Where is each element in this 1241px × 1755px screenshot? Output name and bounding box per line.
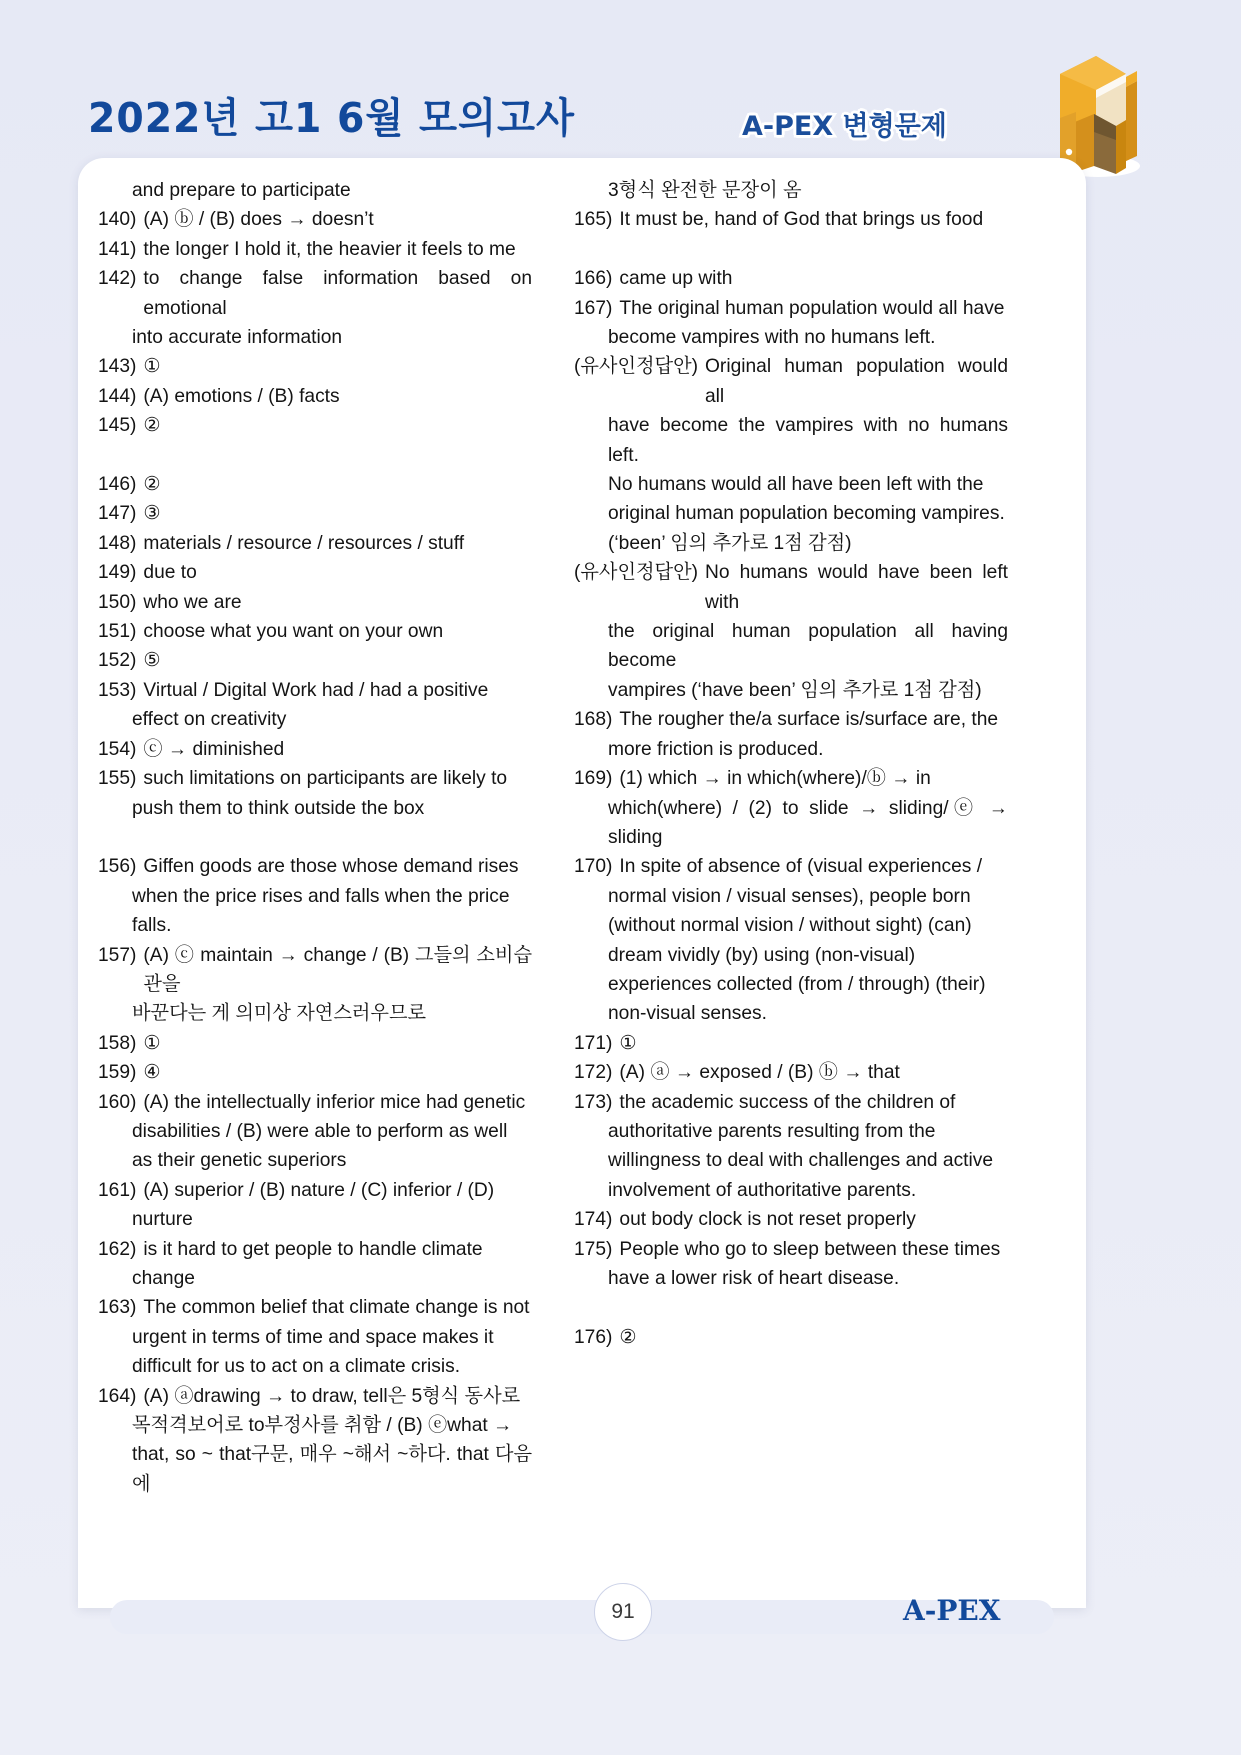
- answer-text: have a lower risk of heart disease.: [608, 1268, 900, 1290]
- answer-text: due to: [143, 562, 197, 584]
- answer-text: which(where) / (2) to slide → sliding/ⓔ → sliding: [608, 797, 1008, 848]
- answer-entry: [98, 205, 532, 234]
- answer-continuation: [98, 1440, 532, 1499]
- answer-entry: [574, 764, 1008, 793]
- answer-text: who we are: [143, 591, 242, 613]
- answer-continuation: [574, 470, 1008, 499]
- answer-text: that, so ~ that구문, 매우 ~해서 ~하다. that 다음에: [132, 1444, 532, 1495]
- answer-continuation: [574, 1176, 1008, 1205]
- answer-entry: [98, 1293, 532, 1322]
- answer-text: 목적격보어로 to부정사를 취함 / (B) ⓔwhat →: [132, 1415, 513, 1437]
- answer-text: non-visual senses.: [608, 1003, 767, 1025]
- answer-entry: [98, 264, 532, 323]
- answer-entry: [98, 411, 532, 440]
- brand-tag-label: A-PEX 변형문제: [742, 111, 947, 142]
- line-spacer: [98, 441, 532, 470]
- answer-continuation: [574, 794, 1008, 853]
- answer-text: (A) ⓒ maintain → change / (B) 그들의 소비습관을: [143, 944, 532, 995]
- answer-continuation: [574, 999, 1008, 1028]
- answer-entry: [98, 558, 532, 587]
- answer-continuation: [574, 1264, 1008, 1293]
- answer-continuation: [98, 1352, 532, 1381]
- page-header: [0, 0, 1241, 158]
- answer-text: materials / resource / resources / stuff: [143, 532, 465, 554]
- answer-text: The original human population would all have: [619, 297, 1005, 319]
- answer-entry: [574, 205, 1008, 234]
- answer-text: change: [132, 1268, 195, 1289]
- answer-text: ③: [143, 503, 161, 525]
- answer-entry: [98, 764, 532, 793]
- answer-continuation: [98, 1264, 532, 1293]
- answer-number: (유사인정답안): [574, 356, 698, 378]
- answer-entry: [98, 1176, 532, 1205]
- answer-number: 156): [98, 856, 137, 878]
- answer-text: willingness to deal with challenges and active: [608, 1150, 994, 1172]
- answer-number: 152): [98, 650, 137, 672]
- answer-number: 151): [98, 621, 137, 643]
- answer-text: No humans would all have been left with the: [608, 474, 984, 496]
- answer-entry: [574, 1323, 1008, 1352]
- answer-number: 176): [574, 1326, 613, 1348]
- answer-text: to change false information based on emotional: [143, 268, 532, 319]
- answer-text: original human population becoming vampires.: [608, 503, 1005, 525]
- answer-number: 175): [574, 1238, 613, 1260]
- answer-entry: [98, 941, 532, 1000]
- answer-text: disabilities / (B) were able to perform as well: [132, 1120, 508, 1142]
- answer-number: 163): [98, 1297, 137, 1319]
- answer-entry: [98, 617, 532, 646]
- answer-entry: [98, 352, 532, 381]
- answer-continuation: [98, 1117, 532, 1146]
- answer-text: choose what you want on your own: [143, 621, 444, 643]
- answer-entry: [574, 705, 1008, 734]
- answer-continuation: [98, 911, 532, 940]
- answer-text: Giffen goods are those whose demand rises: [143, 856, 519, 878]
- answer-text: (‘been’ 임의 추가로 1점 감점): [608, 532, 852, 554]
- answer-text: (A) the intellectually inferior mice had genetic: [143, 1091, 526, 1113]
- answer-number: 153): [98, 679, 137, 701]
- answer-entry: [574, 852, 1008, 881]
- answer-text: Virtual / Digital Work had / had a positive: [143, 679, 489, 701]
- answer-text: ②: [619, 1326, 637, 1348]
- answer-entry: [98, 235, 532, 264]
- answer-text: and prepare to participate: [132, 180, 351, 201]
- answer-number: 146): [98, 474, 137, 496]
- answer-text: effect on creativity: [132, 709, 287, 731]
- answer-entry: [574, 1058, 1008, 1087]
- answer-text: involvement of authoritative parents.: [608, 1179, 917, 1201]
- answer-continuation: [98, 705, 532, 734]
- answer-text: In spite of absence of (visual experiences /: [619, 856, 983, 878]
- answer-text: experiences collected (from / through) (their): [608, 973, 986, 995]
- answer-text: when the price rises and falls when the price: [132, 885, 510, 907]
- left-column: [98, 176, 532, 1499]
- answer-text: authoritative parents resulting from the: [608, 1120, 936, 1142]
- answer-text: is it hard to get people to handle climate: [143, 1238, 483, 1260]
- answer-text: 3형식 완전한 문장이 옴: [608, 180, 802, 201]
- answer-text: ④: [143, 1062, 161, 1084]
- answer-entry: [574, 352, 1008, 411]
- answer-continuation: [98, 176, 532, 205]
- answer-number: 145): [98, 415, 137, 437]
- answer-text: dream vividly (by) using (non-visual): [608, 944, 916, 966]
- answer-entry: [98, 852, 532, 881]
- answer-entry: [574, 1205, 1008, 1234]
- answer-continuation: [574, 882, 1008, 911]
- answer-text: (without normal vision / without sight) (can): [608, 915, 972, 937]
- answer-text: ⑤: [143, 650, 161, 672]
- answer-text: out body clock is not reset properly: [619, 1209, 916, 1231]
- answer-number: 164): [98, 1385, 137, 1407]
- answer-entry: [98, 588, 532, 617]
- answer-continuation: [98, 1205, 532, 1234]
- answer-text: (A) ⓐ → exposed / (B) ⓑ → that: [619, 1062, 900, 1084]
- answer-number: 149): [98, 562, 137, 584]
- answer-number: 172): [574, 1062, 613, 1084]
- answer-number: 155): [98, 768, 137, 790]
- answer-continuation: [98, 882, 532, 911]
- answer-text: 바꾼다는 게 의미상 자연스러우므로: [132, 1003, 427, 1025]
- answer-text: No humans would have been left with: [705, 562, 1008, 613]
- answer-entry: [98, 735, 532, 764]
- answer-text: (A) ⓐdrawing → to draw, tell은 5형식 동사로: [143, 1385, 521, 1407]
- answer-continuation: [574, 941, 1008, 970]
- footer-logo: A-PEX: [903, 1594, 1001, 1627]
- answer-entry: [98, 1382, 532, 1411]
- answer-continuation: [98, 323, 532, 352]
- answer-continuation: [574, 970, 1008, 999]
- answer-number: (유사인정답안): [574, 562, 698, 584]
- answer-text: The common belief that climate change is not: [143, 1297, 530, 1319]
- answer-number: 170): [574, 856, 613, 878]
- answer-text: more friction is produced.: [608, 738, 824, 760]
- answer-continuation: [574, 1146, 1008, 1175]
- answer-entry: [98, 1235, 532, 1264]
- answer-entry: [574, 558, 1008, 617]
- answer-text: normal vision / visual senses), people born: [608, 885, 971, 907]
- answer-entry: [574, 264, 1008, 293]
- answer-text: into accurate information: [132, 327, 343, 349]
- right-column: [574, 176, 1008, 1352]
- answer-text: People who go to sleep between these times: [619, 1238, 1001, 1260]
- answer-text: have become the vampires with no humans left.: [608, 415, 1008, 466]
- answer-number: 166): [574, 268, 613, 290]
- answer-text: (A) emotions / (B) facts: [143, 385, 340, 407]
- brand-tag: [742, 104, 947, 143]
- answer-entry: [98, 382, 532, 411]
- answer-continuation: [574, 529, 1008, 558]
- answer-number: 169): [574, 768, 613, 790]
- answer-number: 165): [574, 209, 613, 231]
- answer-text: push them to think outside the box: [132, 797, 425, 819]
- answer-continuation: [574, 411, 1008, 470]
- answer-number: 141): [98, 238, 137, 260]
- line-spacer: [574, 235, 1008, 264]
- answer-text: ⓒ → diminished: [143, 738, 285, 760]
- answer-key-content: [78, 158, 1086, 1608]
- answer-text: become vampires with no humans left.: [608, 327, 936, 349]
- answer-number: 157): [98, 944, 137, 966]
- answer-text: (A) superior / (B) nature / (C) inferior / (D): [143, 1179, 495, 1201]
- answer-text: Original human population would all: [705, 356, 1008, 407]
- answer-entry: [98, 529, 532, 558]
- answer-number: 154): [98, 738, 137, 760]
- line-spacer: [98, 823, 532, 852]
- answer-entry: [574, 1029, 1008, 1058]
- answer-entry: [574, 1088, 1008, 1117]
- answer-entry: [98, 1029, 532, 1058]
- answer-text: ②: [143, 474, 161, 496]
- answer-text: as their genetic superiors: [132, 1150, 347, 1172]
- answer-number: 160): [98, 1091, 137, 1113]
- answer-continuation: [574, 676, 1008, 705]
- answer-text: ①: [143, 1032, 161, 1054]
- line-spacer: [574, 1293, 1008, 1322]
- answer-entry: [574, 294, 1008, 323]
- answer-entry: [98, 1088, 532, 1117]
- answer-number: 144): [98, 385, 137, 407]
- answer-continuation: [574, 1117, 1008, 1146]
- answer-continuation: [574, 176, 1008, 205]
- page-number: 91: [594, 1583, 652, 1641]
- answer-text: such limitations on participants are likely to: [143, 768, 508, 790]
- answer-number: 167): [574, 297, 613, 319]
- answer-text: falls.: [132, 915, 172, 937]
- answer-entry: [98, 499, 532, 528]
- answer-number: 171): [574, 1032, 613, 1054]
- answer-entry: [574, 1235, 1008, 1264]
- answer-entry: [98, 646, 532, 675]
- answer-text: (1) which → in which(where)/ⓑ → in: [619, 768, 931, 790]
- page-title: 2022년 고1 6월 모의고사: [88, 94, 575, 142]
- answer-continuation: [574, 911, 1008, 940]
- answer-continuation: [574, 499, 1008, 528]
- answer-number: 158): [98, 1032, 137, 1054]
- answer-number: 174): [574, 1209, 613, 1231]
- answer-text: The rougher the/a surface is/surface are, the: [619, 709, 999, 731]
- answer-continuation: [98, 1323, 532, 1352]
- answer-continuation: [574, 617, 1008, 676]
- answer-continuation: [98, 1411, 532, 1440]
- answer-continuation: [98, 794, 532, 823]
- answer-entry: [98, 1058, 532, 1087]
- answer-entry: [98, 676, 532, 705]
- answer-text: the original human population all having become: [608, 621, 1008, 672]
- answer-text: ①: [619, 1032, 637, 1054]
- answer-text: came up with: [619, 268, 733, 290]
- answer-number: 143): [98, 356, 137, 378]
- answer-number: 161): [98, 1179, 137, 1201]
- answer-number: 140): [98, 209, 137, 231]
- answer-number: 142): [98, 268, 137, 290]
- answer-text: (A) ⓑ / (B) does → doesn’t: [143, 209, 374, 231]
- answer-continuation: [574, 323, 1008, 352]
- answer-text: vampires (‘have been’ 임의 추가로 1점 감점): [608, 679, 982, 701]
- answer-text: It must be, hand of God that brings us food: [619, 209, 984, 231]
- answer-text: ②: [143, 415, 161, 437]
- answer-entry: [98, 470, 532, 499]
- answer-number: 168): [574, 709, 613, 731]
- answer-number: 159): [98, 1062, 137, 1084]
- answer-number: 162): [98, 1238, 137, 1260]
- answer-number: 147): [98, 503, 137, 525]
- answer-text: difficult for us to act on a climate crisis.: [132, 1356, 461, 1378]
- answer-text: nurture: [132, 1209, 193, 1231]
- answer-text: the academic success of the children of: [619, 1091, 956, 1113]
- answer-text: ①: [143, 356, 161, 378]
- answer-text: urgent in terms of time and space makes it: [132, 1326, 494, 1348]
- answer-number: 148): [98, 532, 137, 554]
- answer-continuation: [574, 735, 1008, 764]
- answer-number: 173): [574, 1091, 613, 1113]
- answer-continuation: [98, 999, 532, 1028]
- answer-text: the longer I hold it, the heavier it feels to me: [143, 238, 516, 260]
- answer-number: 150): [98, 591, 137, 613]
- answer-continuation: [98, 1146, 532, 1175]
